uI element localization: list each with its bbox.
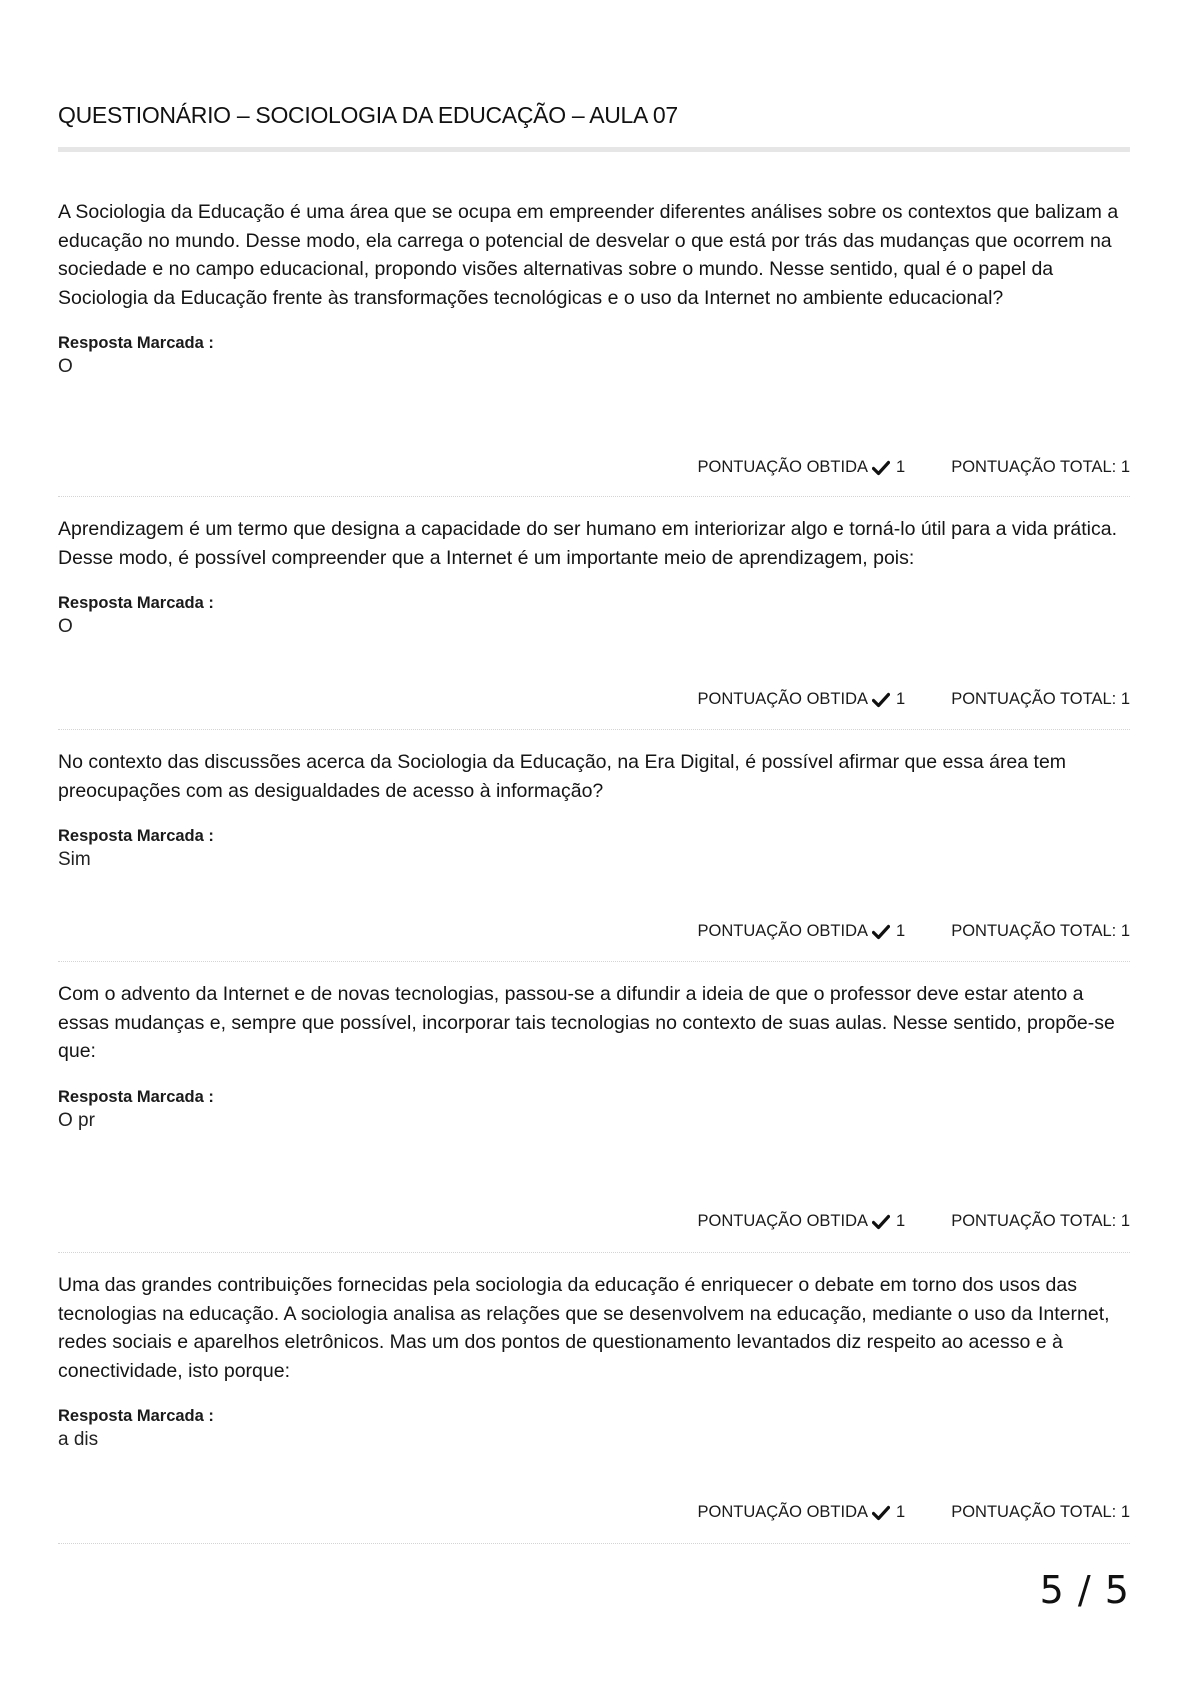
- score-total: PONTUAÇÃO TOTAL: 1: [951, 458, 1130, 476]
- score-obtained-value: 1: [896, 1212, 906, 1230]
- score-obtained-label: PONTUAÇÃO OBTIDA: [697, 922, 869, 940]
- score-obtained-value: 1: [896, 922, 906, 940]
- marked-answer: O: [58, 616, 73, 637]
- check-icon: [872, 460, 890, 476]
- check-icon: [872, 692, 890, 708]
- score-row: [697, 1503, 1130, 1522]
- score-obtained-label: PONTUAÇÃO OBTIDA: [697, 690, 869, 708]
- check-icon: [872, 1505, 890, 1521]
- score-obtained-label: PONTUAÇÃO OBTIDA: [697, 458, 869, 476]
- marked-answer: O pr: [58, 1109, 95, 1131]
- question-divider: [58, 729, 1130, 730]
- question-block: [58, 515, 1130, 640]
- score-row: [697, 1212, 1130, 1231]
- score-total: PONTUAÇÃO TOTAL: 1: [951, 690, 1130, 708]
- score-row: [697, 458, 1130, 477]
- answer-label: Resposta Marcada :: [58, 1407, 214, 1425]
- question-block: [58, 980, 1130, 1134]
- question-divider: [58, 961, 1130, 962]
- marked-answer: a dis: [58, 1429, 99, 1450]
- score-obtained-label: PONTUAÇÃO OBTIDA: [697, 1212, 869, 1230]
- score-obtained: [697, 1503, 905, 1522]
- question-block: [58, 1271, 1130, 1453]
- score-total: PONTUAÇÃO TOTAL: 1: [951, 1212, 1130, 1230]
- score-obtained-value: 1: [896, 690, 906, 708]
- score-obtained: [697, 690, 905, 709]
- score-total: PONTUAÇÃO TOTAL: 1: [951, 1503, 1130, 1521]
- question-text: A Sociologia da Educação é uma área que se ocupa em empreender diferentes análises sobre os contextos que balizam a educação no mundo. Desse modo, ela carrega o potencial de desvelar o que está por trás das mudanças que ocorrem na sociedade e no campo educacional, propondo visões alternativas sobre o mundo. Nesse sentido, qual é o papel da Sociologia da Educação frente às transformações tecnológicas e o uso da Internet no ambiente educacional?: [58, 201, 1119, 309]
- question-block: [58, 748, 1130, 873]
- page-title: QUESTIONÁRIO – SOCIOLOGIA DA EDUCAÇÃO – AULA 07: [58, 102, 678, 128]
- answer-label: Resposta Marcada :: [58, 1087, 214, 1106]
- marked-answer: Sim: [58, 849, 91, 870]
- score-obtained-label: PONTUAÇÃO OBTIDA: [697, 1503, 869, 1521]
- page-indicator: 5 / 5: [1039, 1568, 1130, 1612]
- answer-label: Resposta Marcada :: [58, 827, 214, 845]
- answer-label: Resposta Marcada :: [58, 334, 214, 352]
- answer-label: Resposta Marcada :: [58, 594, 214, 612]
- score-obtained-value: 1: [896, 458, 906, 476]
- marked-answer: O: [58, 356, 73, 377]
- question-divider: [58, 1543, 1130, 1544]
- question-text: Uma das grandes contribuições fornecidas pela sociologia da educação é enriquecer o debate em torno dos usos das tecnologias na educação. A sociologia analisa as relações que se desenvolvem na educação, mediante o uso da Internet, redes sociais e aparelhos eletrônicos. Mas um dos pontos de questionamento levantados diz respeito ao acesso e à conectividade, isto porque:: [58, 1274, 1110, 1382]
- title-divider: [58, 147, 1130, 152]
- question-block: [58, 198, 1130, 380]
- question-text: Com o advento da Internet e de novas tecnologias, passou-se a difundir a ideia de que o professor deve estar atento a essas mudanças e, sempre que possível, incorporar tais tecnologias no contexto de suas aulas. Nesse sentido, propõe-se que:: [58, 983, 1115, 1062]
- score-obtained-value: 1: [896, 1503, 906, 1521]
- question-text: Aprendizagem é um termo que designa a capacidade do ser humano em interiorizar algo e torná-lo útil para a vida prática. Desse modo, é possível compreender que a Internet é um importante meio de aprendizagem, pois:: [58, 518, 1118, 569]
- score-obtained: [697, 1212, 905, 1231]
- check-icon: [872, 1214, 890, 1230]
- score-obtained: [697, 922, 905, 941]
- score-total: PONTUAÇÃO TOTAL: 1: [951, 922, 1130, 940]
- score-obtained: [697, 458, 905, 477]
- score-row: [697, 922, 1130, 941]
- question-divider: [58, 496, 1130, 497]
- question-text: No contexto das discussões acerca da Sociologia da Educação, na Era Digital, é possível afirmar que essa área tem preocupações com as desigualdades de acesso à informação?: [58, 751, 1067, 802]
- score-row: [697, 690, 1130, 709]
- question-divider: [58, 1252, 1130, 1253]
- check-icon: [872, 924, 890, 940]
